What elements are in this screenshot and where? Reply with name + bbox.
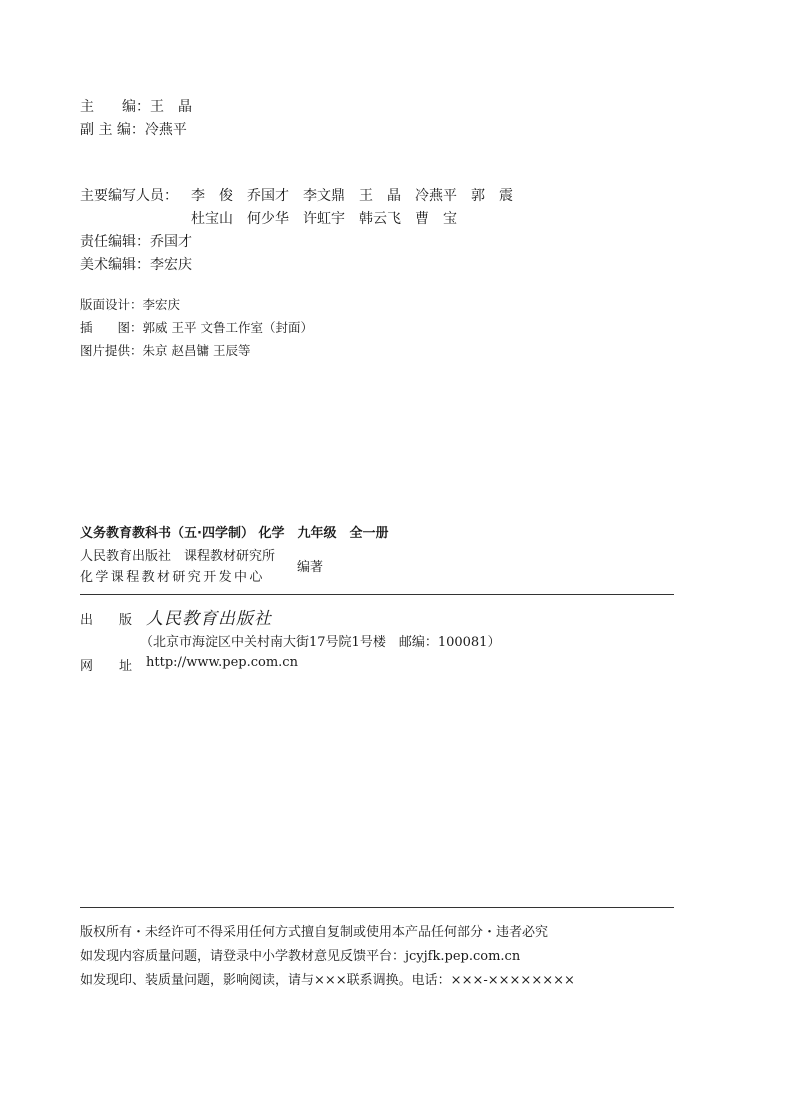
art-editor-line xyxy=(80,254,192,274)
publisher-label: 出 版 xyxy=(80,613,133,628)
publisher-address: （北京市海淀区中关村南大街17号院1号楼 邮编：100081） xyxy=(140,635,501,650)
deputy-editor-value: 冷燕平 xyxy=(144,122,187,138)
chief-editor-value: 王 晶 xyxy=(150,99,192,115)
layout-design-value: 李宏庆 xyxy=(142,297,181,312)
print-quality-notice: 如发现印、装质量问题，影响阅读，请与×××联系调换。电话：×××-×××××××× xyxy=(80,973,575,988)
author-suffix: 编著 xyxy=(297,560,324,575)
website-link[interactable]: http://www.pep.com.cn xyxy=(146,655,298,670)
copyright-notice: 版权所有・未经许可不得采用任何方式擅自复制或使用本产品任何部分・违者必究 xyxy=(80,925,549,940)
illustration-label: 插 图： xyxy=(80,320,143,335)
divider-top xyxy=(80,594,674,595)
writers-line-1: 李 俊 乔国才 李文鼎 王 晶 冷燕平 郭 震 xyxy=(191,188,513,204)
deputy-editor-label: 副 主 编： xyxy=(80,122,145,138)
layout-design-label: 版面设计： xyxy=(80,297,143,312)
photo-credit-value: 朱京 赵昌镛 王辰等 xyxy=(142,343,251,358)
responsible-editor-line xyxy=(80,231,192,251)
art-editor-value: 李宏庆 xyxy=(150,257,192,273)
chief-editor-label: 主 编： xyxy=(80,99,150,115)
divider-bottom xyxy=(80,907,674,908)
deputy-editor-line xyxy=(80,119,187,139)
illustration-value: 郭威 王平 文鲁工作室（封面） xyxy=(142,320,313,335)
writers-label: 主要编写人员： xyxy=(80,188,178,204)
layout-design-line xyxy=(80,295,180,313)
photo-credit-line xyxy=(80,341,250,359)
book-title: 义务教育教科书（五·四学制） 化学 九年级 全一册 xyxy=(80,526,389,541)
author-line-1: 人民教育出版社 课程教材研究所 xyxy=(80,549,276,564)
website-label: 网 址 xyxy=(80,659,133,674)
author-line-2: 化学课程教材研究开发中心 xyxy=(80,570,265,585)
responsible-editor-value: 乔国才 xyxy=(150,234,192,250)
art-editor-label: 美术编辑： xyxy=(80,257,150,273)
chief-editor-line xyxy=(80,96,192,116)
illustration-line xyxy=(80,318,313,336)
photo-credit-label: 图片提供： xyxy=(80,343,143,358)
feedback-notice: 如发现内容质量问题，请登录中小学教材意见反馈平台：jcyjfk.pep.com.cn xyxy=(80,949,521,964)
writers-line-2: 杜宝山 何少华 许虹宇 韩云飞 曹 宝 xyxy=(191,211,457,227)
publisher-script-logo: 人民教育出版社 xyxy=(146,609,272,629)
responsible-editor-label: 责任编辑： xyxy=(80,234,150,250)
